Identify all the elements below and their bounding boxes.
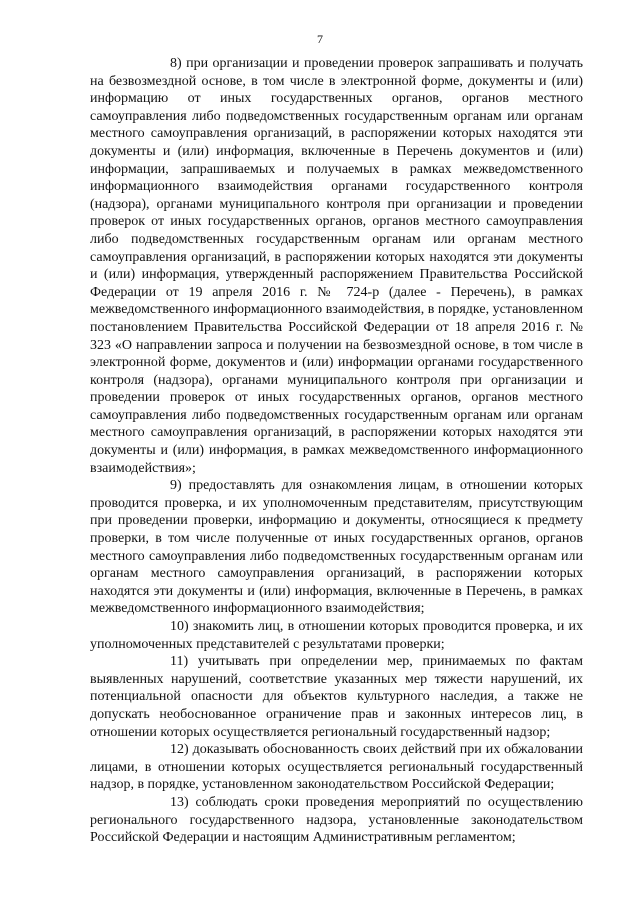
list-item-13 [90, 794, 583, 847]
item-text: знакомить лиц, в отношении которых проводится проверка, и их уполномоченных представителей с результатами проверки; [90, 619, 583, 652]
item-number: 9) [170, 478, 182, 494]
item-number: 10) [170, 619, 189, 634]
item-text: доказывать обоснованность своих действий при их обжаловании лицами, в отношении которых осуществляется региональный государственный надзор, в порядке, установленном законодательством Российской Федерации; [90, 742, 584, 793]
list-item-9 [90, 477, 583, 618]
document-body [90, 55, 583, 847]
list-item-12 [90, 741, 583, 794]
item-number: 11) [170, 654, 189, 670]
list-item-8 [90, 55, 583, 477]
item-number: 13) [170, 794, 189, 810]
item-text: соблюдать сроки проведения мероприятий по осуществлению регионального государственного надзора, установленные законодательством Российской Федерации и настоящим Административным регламентом; [90, 794, 583, 846]
list-item-10 [90, 618, 583, 653]
page-number: 7 [317, 32, 323, 46]
item-text: при организации и проведении проверок запрашивать и получать на безвозмездной основе, в том числе в электронной форме, документы и (или) информацию от иных государственных органов, органов местного самоуправления либо подведомственных государственным органам или органам местного самоуправления организаций, в распоряжении которых находятся эти документы и (или) информация, включенные в Перечень документов и (или) информации, запрашиваемых и получаемых в рамках межведомственного информационного взаимодействия органами государственного контроля (надзора), органами муниципального контроля при организации и проведении проверок от иных государственных органов, органов местного самоуправления либо подведомственных государственным органам или органам местного самоуправления организаций, в распоряжении которых находятся эти документы и (или) информация, утвержденный распоряжением Правительства Российской Федерации от 19 апреля 2016 г. № 724-р (далее - Перечень), в рамках межведомственного информационного взаимодействия, в порядке, установленном постановлением Правительства Российской Федерации от 18 апреля 2016 г. № 323 «О направлении запроса и получении на безвозмездной основе, в том числе в электронной форме, документов и (или) информации органами государственного контроля (надзора), органами муниципального контроля при организации и проведении проверок от иных государственных органов, органов местного самоуправления либо подведомственных государственным органам или органам местного самоуправления организаций, в распоряжении которых находятся эти документы и (или) информация, в рамках межведомственного информационного взаимодействия»; [90, 56, 584, 476]
item-number: 12) [170, 742, 189, 758]
item-text: учитывать при определении мер, принимаемых по фактам выявленных нарушений, соответствие указанных мер тяжести нарушений, их потенциальной опасности для объектов культурного наследия, а также не допускать необоснованное ограничение прав и законных интересов лиц, в отношении которых осуществляется региональный государственный надзор; [90, 654, 584, 740]
list-item-11 [90, 653, 583, 741]
item-text: предоставлять для ознакомления лицам, в отношении которых проводится проверка, и их уполномоченным представителям, присутствующим при проведении проверки, информацию и документы, относящиеся к предмету проверки, в том числе полученные от иных государственных органов, органов местного самоуправления либо подведомственных государственным органам или органам местного самоуправления организаций, в распоряжении которых находятся эти документы и (или) информация, включенные в Перечень, в рамках межведомственного информационного взаимодействия; [90, 478, 583, 617]
item-number: 8) [170, 56, 182, 71]
